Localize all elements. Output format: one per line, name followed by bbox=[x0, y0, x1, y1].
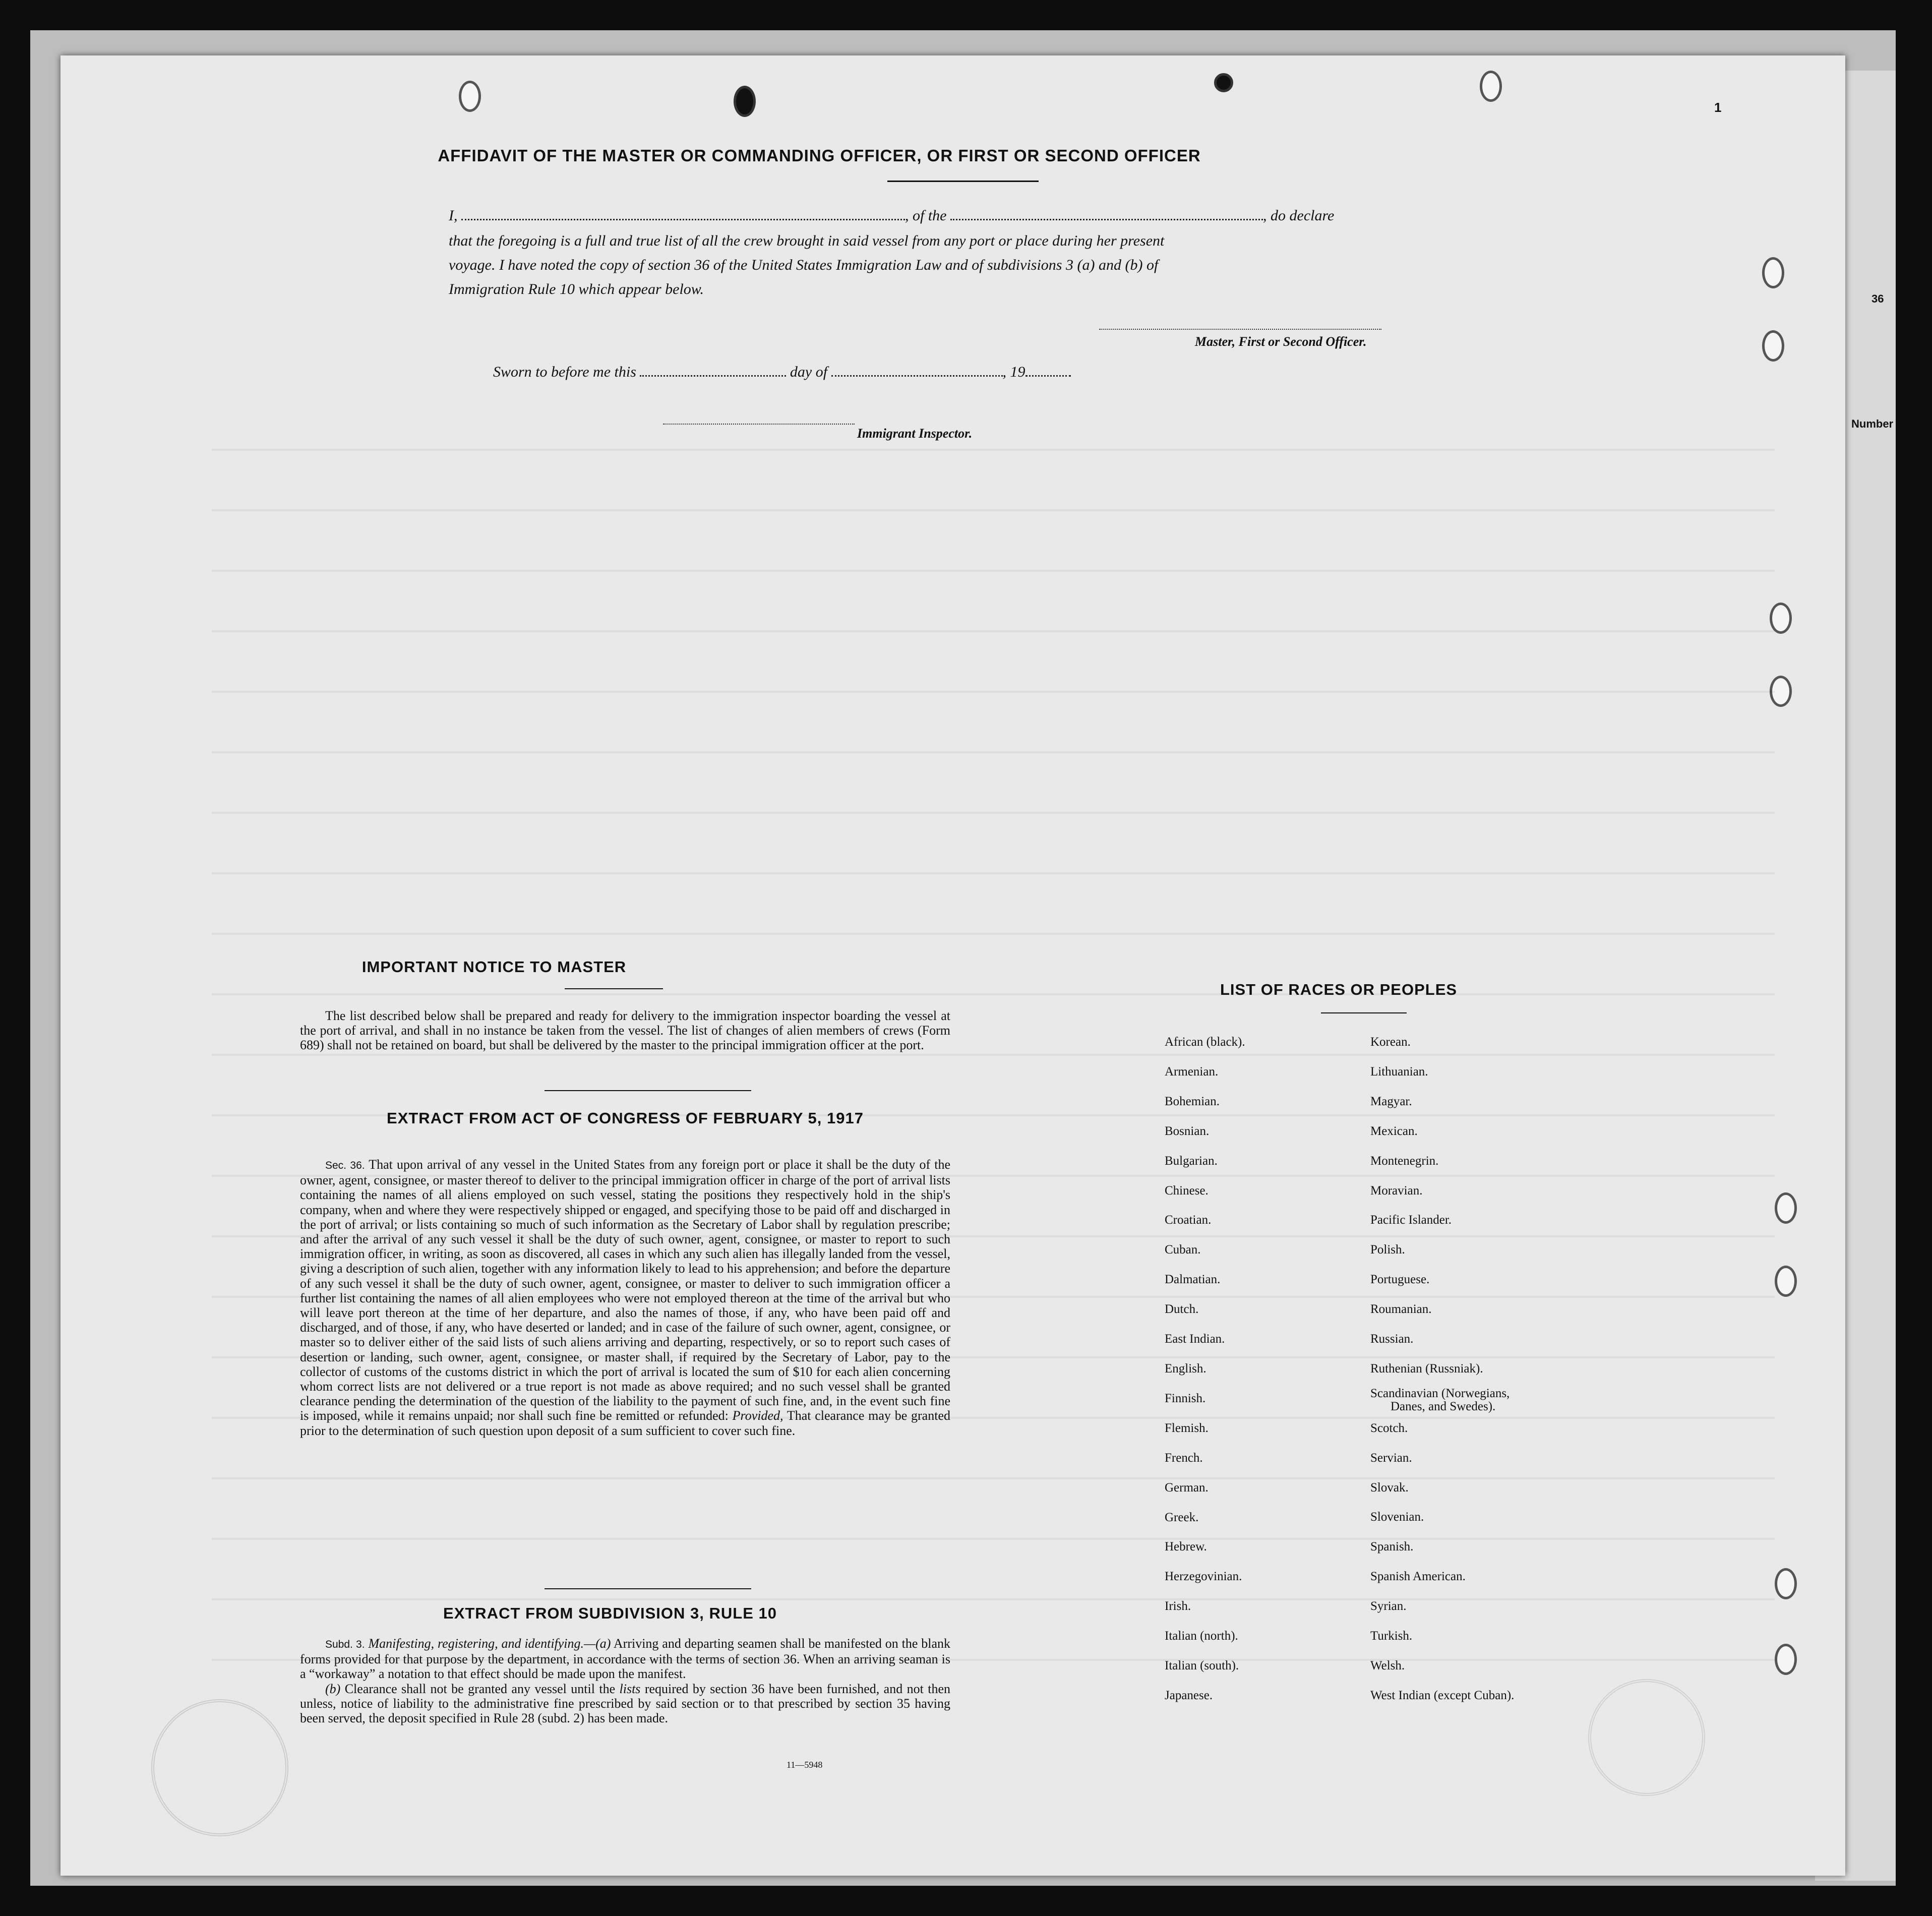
section-divider bbox=[545, 1090, 751, 1091]
rule-b-text-1: Clearance shall not be granted any vessel until the bbox=[344, 1681, 616, 1696]
item-a-label: —(a) bbox=[584, 1636, 611, 1651]
race-item: Korean. bbox=[1370, 1035, 1411, 1049]
bleed-through-row bbox=[212, 449, 1775, 451]
race-item-line: Danes, and Swedes). bbox=[1391, 1399, 1496, 1413]
race-item: Bosnian. bbox=[1165, 1124, 1210, 1138]
race-item: Slovenian. bbox=[1370, 1510, 1424, 1524]
race-item: Roumanian. bbox=[1370, 1302, 1432, 1316]
provided-label: Provided, bbox=[732, 1408, 783, 1423]
notice-paragraph: The list described below shall be prepared and ready for delivery to the immigration inspector boarding the vessel at the port of arrival, and shall in no instance be taken from the vessel. The list of changes of alien members of crews (Form 689) shall not be retained on board, but shall be delivered by the master to the principal immigration officer at the port. bbox=[300, 1008, 950, 1053]
sheet-mark: 1 bbox=[1714, 100, 1722, 115]
top-ring-hole bbox=[459, 81, 481, 112]
day-of-label: day of bbox=[790, 364, 828, 380]
race-item: Croatian. bbox=[1165, 1213, 1212, 1227]
bleed-through-row bbox=[212, 872, 1775, 874]
affidavit-title: AFFIDAVIT OF THE MASTER OR COMMANDING OFFICER, OR FIRST OR SECOND OFFICER bbox=[438, 146, 1201, 165]
do-declare-label: , do declare bbox=[1263, 207, 1335, 224]
race-item: Scotch. bbox=[1370, 1421, 1408, 1435]
race-item-line: Scandinavian (Norwegians, bbox=[1370, 1386, 1510, 1400]
race-item: Montenegrin. bbox=[1370, 1154, 1439, 1168]
sworn-year-field[interactable] bbox=[1025, 364, 1071, 377]
top-punch-hole bbox=[734, 86, 756, 117]
race-item: Portuguese. bbox=[1370, 1273, 1430, 1287]
race-item: German. bbox=[1165, 1480, 1209, 1494]
race-item: Japanese. bbox=[1165, 1688, 1213, 1702]
side-ring-hole bbox=[1775, 1192, 1797, 1224]
bleed-through-row bbox=[212, 509, 1775, 511]
act-tail: That clearance may be granted prior to the determination of such question upon deposit of a sum sufficient to cover such fine. bbox=[300, 1408, 950, 1438]
rule-a-text: Arriving and departing seamen shall be manifested on the blank forms provided for that purpose by the department, in accordance with the terms of section 36. When an arriving seaman is a “workaway” a notation to that effect should be made upon the manifest. bbox=[300, 1636, 950, 1682]
race-item: English. bbox=[1165, 1361, 1206, 1375]
bleed-through-row bbox=[212, 691, 1775, 693]
inspector-caption: Immigrant Inspector. bbox=[857, 426, 973, 441]
form-page bbox=[61, 55, 1845, 1876]
title-rule bbox=[887, 181, 1039, 182]
year-label: , 19 bbox=[1002, 364, 1025, 380]
race-item: Servian. bbox=[1370, 1451, 1412, 1465]
race-item: Turkish. bbox=[1370, 1629, 1413, 1643]
race-item: Syrian. bbox=[1370, 1599, 1407, 1613]
race-item: Cuban. bbox=[1165, 1243, 1201, 1257]
race-item: Dutch. bbox=[1165, 1302, 1199, 1316]
rule-b-text-2: required by section 36 have been furnished, and not then unless, notice of liability to the administrative fine prescribed by said section or to that prescribed by section 35 having been served, the deposit specified in Rule 28 (subd. 2) has been made. bbox=[300, 1681, 950, 1726]
faint-seal-stamp bbox=[1588, 1679, 1705, 1796]
race-item: Armenian. bbox=[1165, 1064, 1219, 1079]
sworn-month-field[interactable] bbox=[831, 364, 1003, 377]
sworn-day-field[interactable] bbox=[640, 364, 786, 377]
race-item: Spanish. bbox=[1370, 1540, 1414, 1554]
top-ring-hole bbox=[1480, 71, 1502, 102]
race-item: Dalmatian. bbox=[1165, 1273, 1221, 1287]
notice-text bbox=[300, 1008, 950, 1053]
rule-b-lists: lists bbox=[619, 1681, 641, 1696]
of-the-label: , of the bbox=[905, 207, 947, 224]
notice-title: IMPORTANT NOTICE TO MASTER bbox=[361, 958, 627, 976]
bleed-through-row bbox=[212, 1538, 1775, 1540]
section-label: Sec. 36. bbox=[325, 1160, 365, 1171]
race-item: West Indian (except Cuban). bbox=[1370, 1688, 1515, 1702]
affidavit-text-line-2: voyage. I have noted the copy of section 36 of the United States Immigration Law and of subdivisions 3 (a) and (b) of bbox=[449, 257, 1159, 273]
master-signature-line[interactable] bbox=[1099, 318, 1381, 330]
race-item: Polish. bbox=[1370, 1243, 1405, 1257]
section-divider bbox=[545, 1588, 751, 1589]
side-ring-hole bbox=[1770, 603, 1792, 634]
subdivision-label: Subd. 3. bbox=[325, 1639, 365, 1650]
affidavit-text-line-3: Immigration Rule 10 which appear below. bbox=[449, 281, 704, 297]
race-item: Finnish. bbox=[1165, 1391, 1206, 1405]
race-item: Welsh. bbox=[1370, 1659, 1405, 1673]
race-item: Russian. bbox=[1370, 1332, 1414, 1346]
race-item: Slovak. bbox=[1370, 1480, 1409, 1494]
race-item: Moravian. bbox=[1370, 1183, 1423, 1198]
affidavit-text-line-1: that the foregoing is a full and true list of all the crew brought in said vessel from any port or place during her present bbox=[449, 232, 1165, 249]
races-rule bbox=[1321, 1012, 1407, 1013]
sworn-line bbox=[493, 362, 1071, 382]
side-ring-hole bbox=[1775, 1568, 1797, 1599]
race-item: Pacific Islander. bbox=[1370, 1213, 1452, 1227]
affidavit-declaration-line bbox=[449, 206, 1334, 226]
top-punch-hole bbox=[1214, 73, 1233, 92]
side-ring-hole bbox=[1775, 1266, 1797, 1297]
act-title: EXTRACT FROM ACT OF CONGRESS OF FEBRUARY 5, 1917 bbox=[387, 1109, 864, 1127]
bleed-through-row bbox=[212, 751, 1775, 753]
number-column-header: Number bbox=[1851, 417, 1894, 430]
bleed-through-row bbox=[212, 812, 1775, 814]
page-number-label: 36 bbox=[1871, 292, 1884, 305]
race-item: Hebrew. bbox=[1165, 1540, 1207, 1554]
bleed-through-row bbox=[212, 933, 1775, 935]
bleed-through-row bbox=[212, 1054, 1775, 1056]
side-ring-hole bbox=[1762, 257, 1784, 288]
race-item: Italian (south). bbox=[1165, 1659, 1239, 1673]
rule-paragraph-b bbox=[300, 1682, 950, 1726]
side-ring-hole bbox=[1762, 330, 1784, 362]
race-item: Greek. bbox=[1165, 1510, 1199, 1524]
race-item: Irish. bbox=[1165, 1599, 1191, 1613]
act-text bbox=[300, 1157, 950, 1438]
bleed-through-row bbox=[212, 1598, 1775, 1600]
item-b-label: (b) bbox=[325, 1681, 341, 1696]
race-item: Magyar. bbox=[1370, 1094, 1412, 1108]
act-body: That upon arrival of any vessel in the United States from any foreign port or place it shall be the duty of the owner, agent, consignee, or master thereof to deliver to the principal immigration officer in charge of the port of arrival lists containing the names of all aliens employed on such vessel, stating the positions they respectively hold in the ship's company, when and where they were respectively shipped or engaged, and specifying those to be paid off and discharged in the port of arrival; or lists containing so much of such information as the Secretary of Labor shall by regulation prescribe; and after the arrival of any such vessel it shall be the duty of such owner, agent, consignee, or master to report to such immigration officer, in writing, as soon as discovered, all cases in which any such alien has illegally landed from the vessel, giving a description of such alien, together with any information likely to lead to his apprehension; and before the departure of any such vessel it shall be the duty of such owner, agent, consignee, or master to deliver to such immigration officer a further list containing the names of all alien employees who were not employed thereon at the time of the arrival but who will leave port thereon at the time of her departure, and also the names of those, if any, who have been paid off and discharged, and of those, if any, who have deserted or landed; and in case of the failure of such owner, agent, consignee, or master so to deliver either of the said lists of such aliens arriving and departing, respectively, or so to report such cases of desertion or landing, such owner, agent, consignee, or master shall, if required by the Secretary of Labor, pay to the collector of customs of the customs district in which the port of arrival is located the sum of $10 for each alien concerning whom correct lists are not delivered or a true report is not made as above required; and no such vessel shall be granted clearance pending the determination of the question of the liability to the payment of such fine, and, in the event such fine is imposed, while it remains unpaid; nor shall such fine be remitted or refunded: bbox=[300, 1157, 950, 1423]
race-item: Lithuanian. bbox=[1370, 1064, 1428, 1079]
race-item: French. bbox=[1165, 1451, 1203, 1465]
race-item: Mexican. bbox=[1370, 1124, 1418, 1138]
race-item: East Indian. bbox=[1165, 1332, 1225, 1346]
bleed-through-row bbox=[212, 570, 1775, 572]
faint-seal-stamp bbox=[151, 1699, 288, 1836]
race-item: Flemish. bbox=[1165, 1421, 1209, 1435]
rule-text bbox=[300, 1636, 950, 1725]
form-code: 11—5948 bbox=[787, 1760, 823, 1770]
act-paragraph bbox=[300, 1157, 950, 1438]
notice-rule bbox=[565, 988, 663, 989]
master-signature-caption: Master, First or Second Officer. bbox=[1195, 334, 1367, 349]
race-item: Bohemian. bbox=[1165, 1094, 1220, 1108]
bleed-through-row bbox=[212, 993, 1775, 995]
race-item: Chinese. bbox=[1165, 1183, 1209, 1198]
inspector-signature-line[interactable] bbox=[663, 412, 855, 425]
races-column-1 bbox=[1165, 1028, 1245, 1711]
bleed-through-row bbox=[212, 630, 1775, 632]
race-item: Bulgarian. bbox=[1165, 1154, 1218, 1168]
i-label: I, bbox=[449, 207, 458, 224]
races-title: LIST OF RACES OR PEOPLES bbox=[1220, 981, 1458, 998]
sworn-label: Sworn to before me this bbox=[493, 364, 636, 380]
bleed-through-row bbox=[212, 1477, 1775, 1479]
race-item: Italian (north). bbox=[1165, 1629, 1238, 1643]
rule-title: EXTRACT FROM SUBDIVISION 3, RULE 10 bbox=[443, 1604, 777, 1622]
race-item: African (black). bbox=[1165, 1035, 1245, 1049]
race-item: Ruthenian (Russniak). bbox=[1370, 1361, 1483, 1375]
race-item bbox=[1370, 1384, 1514, 1414]
rule-heading: Manifesting, registering, and identifying. bbox=[368, 1636, 584, 1651]
vessel-name-field[interactable] bbox=[950, 208, 1263, 220]
officer-name-field[interactable] bbox=[461, 208, 905, 220]
side-ring-hole bbox=[1775, 1644, 1797, 1675]
race-item: Herzegovinian. bbox=[1165, 1570, 1242, 1584]
rule-paragraph-a bbox=[300, 1636, 950, 1682]
race-item: Spanish American. bbox=[1370, 1570, 1466, 1584]
races-column-2 bbox=[1370, 1028, 1514, 1711]
